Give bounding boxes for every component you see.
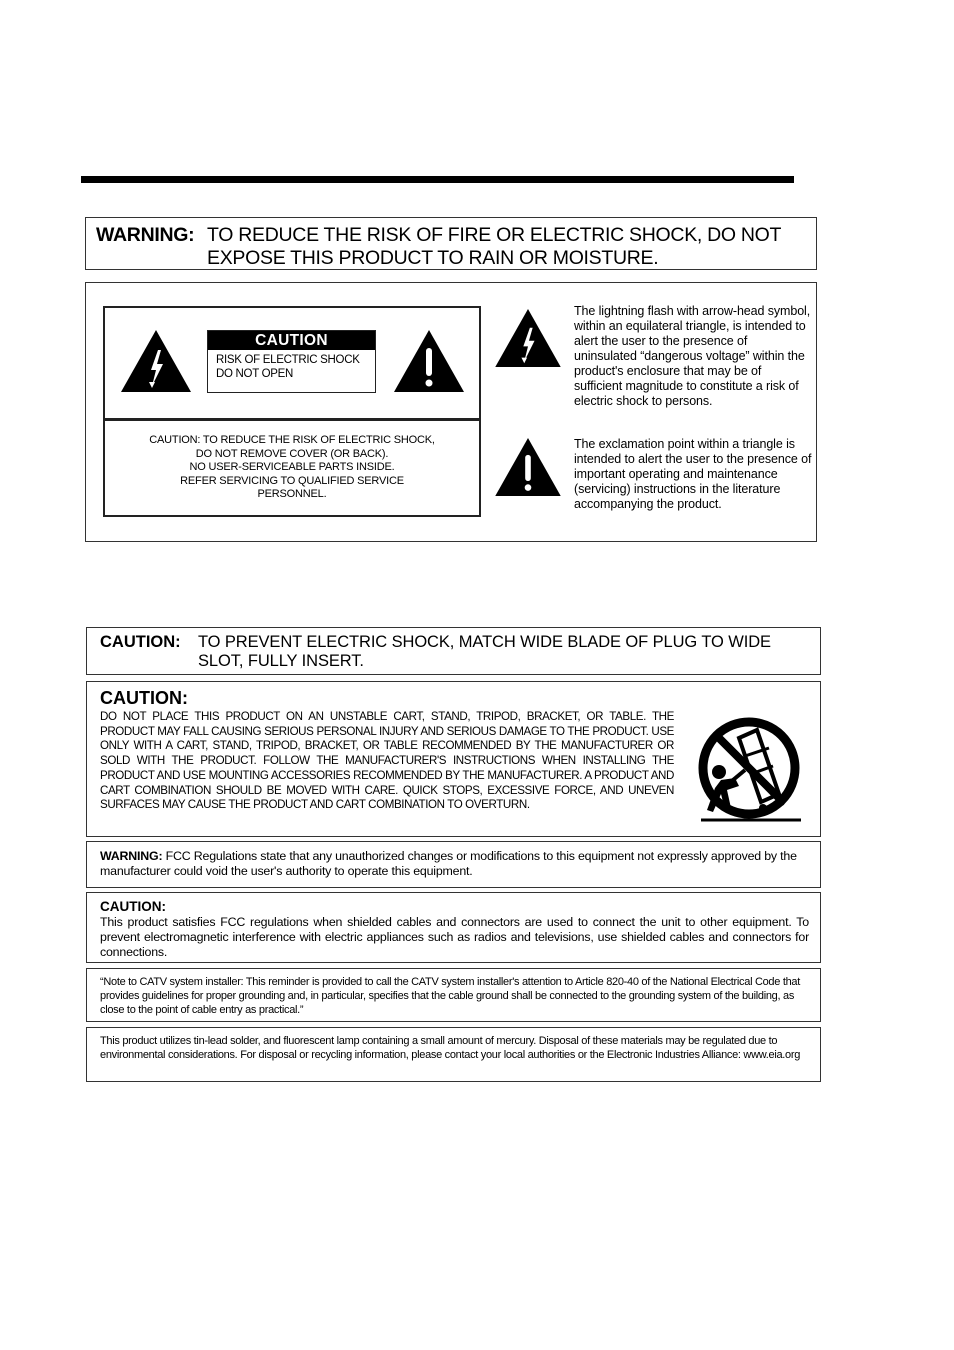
fcc-warning-box [86,841,821,888]
warning-box [85,217,817,270]
exclamation-triangle-icon [495,438,561,496]
panel-divider [105,418,479,421]
plug-caution-label: CAUTION: [100,633,181,651]
cart-caution-title: CAUTION: [100,688,188,708]
safety-symbols-box [85,282,817,542]
warning-text: TO REDUCE THE RISK OF FIRE OR ELECTRIC SHOCK, DO NOT EXPOSE THIS PRODUCT TO RAIN OR MOISTURE. [207,224,781,269]
fcc-caution-text: This product satisfies FCC regulations when shielded cables and connectors are used to connect the unit to other equipment. To prevent electromagnetic interference with electric appliances such as radios and televisions, use shielded cables and connectors for connections. [100,915,809,959]
exclamation-description: The exclamation point within a triangle is intended to alert the user to the presence of important operating and maintenance (servicing) instructions in the literature accompanying the product. [574,437,812,511]
lightning-triangle-icon [121,330,191,392]
disposal-note-box [86,1027,821,1082]
warning-label: WARNING: [96,224,195,246]
caution-label [207,330,376,393]
cart-caution-text: DO NOT PLACE THIS PRODUCT ON AN UNSTABLE CART, STAND, TRIPOD, BRACKET, OR TABLE. THE PRODUCT MAY FALL CAUSING SERIOUS PERSONAL INJURY AND SERIOUS DAMAGE TO THE PRODUCT. USE ONLY WITH A CART, STAND, TRIPOD, BRACKET, OR TABLE RECOMMENDED BY THE MANUFACTURER OR SOLD WITH THE PRODUCT. FOLLOW THE MANUFACTURER'S INSTRUCTIONS WHEN INSTALLING THE PRODUCT AND USE MOUNTING ACCESSORIES RECOMMENDED BY THE MANUFACTURER. A PRODUCT AND CART COMBINATION SHOULD BE MOVED WITH CARE. QUICK STOPS, EXCESSIVE FORCE, AND UNEVEN SURFACES MAY CAUSE THE PRODUCT AND CART COMBINATION TO OVERTURN. [100,710,674,812]
fcc-warning-label: WARNING: [100,849,163,863]
catv-note-box [86,968,821,1022]
fcc-caution-box [86,892,821,963]
exclamation-triangle-icon [394,330,464,392]
caution-panel [103,306,481,517]
lightning-description: The lightning flash with arrow-head symbol, within an equilateral triangle, is intended to alert the user to the presence of uninsulated “dangerous voltage” within the product's enclosure that may be of sufficient magnitude to constitute a risk of electric shock to persons. [574,304,811,408]
plug-caution-text: TO PREVENT ELECTRIC SHOCK, MATCH WIDE BLADE OF PLUG TO WIDE SLOT, FULLY INSERT. [198,633,771,670]
fcc-warning-text: FCC Regulations state that any unauthorized changes or modifications to this equipment not expressly approved by the manufacturer could void the user's authority to operate this equipment. [100,849,797,878]
caution-label-line2: DO NOT OPEN [216,367,293,380]
disposal-note-text: This product utilizes tin-lead solder, and fluorescent lamp containing a small amount of mercury. Disposal of these materials may be regulated due to environmental considerations. For disposal or recycling information, please contact your local authorities or the Electronic Industries Alliance: www.eia.org [100,1035,801,1061]
catv-note-text: “Note to CATV system installer: This reminder is provided to call the CATV system installer's attention to Article 820-40 of the National Electrical Code that provides guidelines for proper grounding and, in particular, specifies that the cable ground shall be connected to the grounding system of the building, as close to the point of cable entry as practical.” [100,976,800,1016]
no-cart-tipover-icon [697,716,801,828]
lightning-triangle-icon [495,309,561,367]
caution-text: CAUTION: TO REDUCE THE RISK OF ELECTRIC SHOCK, DO NOT REMOVE COVER (OR BACK). NO USER-SERVICEABLE PARTS INSIDE. REFER SERVICING TO QUALIFIED SERVICE PERSONNEL. [149,434,435,500]
header-rule [81,176,794,183]
plug-caution-box [86,627,821,675]
cart-caution-box [86,681,821,837]
caution-label-title: CAUTION [208,331,375,350]
fcc-caution-title: CAUTION: [100,899,166,914]
caution-label-line1: RISK OF ELECTRIC SHOCK [216,354,360,366]
